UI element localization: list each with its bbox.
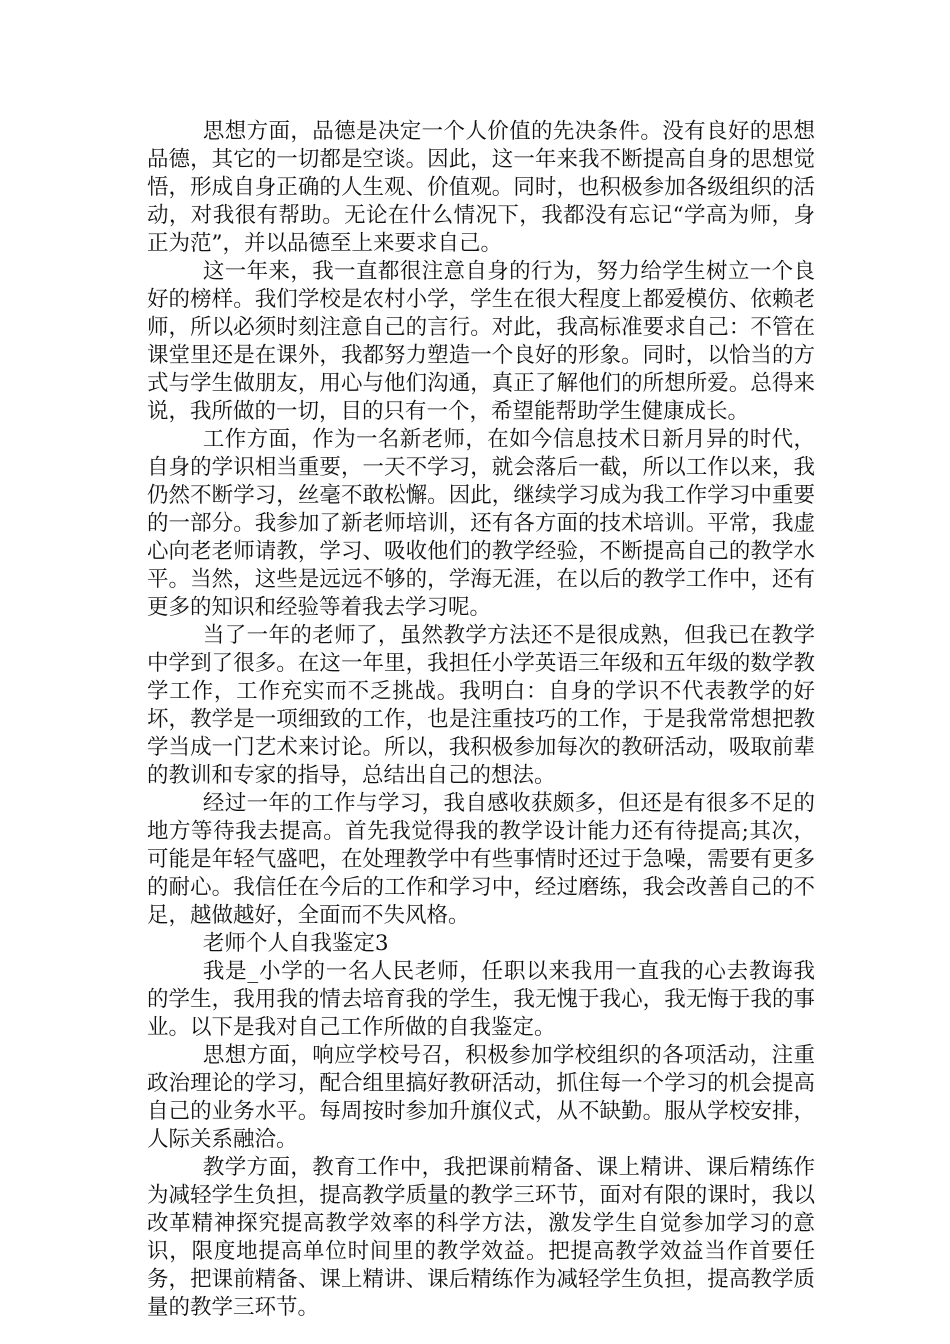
paragraph-ideology-2: 思想方面，响应学校号召，积极参加学校组织的各项活动，注重政治理论的学习，配合组里搞好教研活动，抓住每一个学习的机会提高自己的业务水平。每周按时参加升旗仪式，从不缺勤。服从学校安排，人际关系融洽。 <box>147 1043 815 1152</box>
document-page <box>147 118 815 1322</box>
paragraph-teaching-experience: 当了一年的老师了，虽然教学方法还不是很成熟，但我已在教学中学到了很多。在这一年里，我担任小学英语三年级和五年级的数学教学工作，工作充实而不乏挑战。我明白：自身的学识不代表教学的好坏，教学是一项细致的工作，也是注重技巧的工作，于是我常常想把教学当成一门艺术来讨论。所以，我积极参加每次的教研活动，吸取前辈的教训和专家的指导，总结出自己的想法。 <box>147 623 815 788</box>
paragraph-teaching: 教学方面，教育工作中，我把课前精备、课上精讲、课后精练作为减轻学生负担，提高教学质量的教学三环节，面对有限的课时，我以改革精神探究提高教学效率的科学方法，激发学生自觉参加学习的意识，限度地提高单位时间里的教学效益。把提高教学效益当作首要任务，把课前精备、课上精讲、课后精练作为减轻学生负担，提高教学质量的教学三环节。 <box>147 1155 815 1320</box>
section-heading: 老师个人自我鉴定3 <box>202 931 389 956</box>
paragraph-reflection: 经过一年的工作与学习，我自感收获颇多，但还是有很多不足的地方等待我去提高。首先我觉得我的教学设计能力还有待提高;其次，可能是年轻气盛吧，在处理教学中有些事情时还过于急噪，需要有更多的耐心。我信任在今后的工作和学习中，经过磨练，我会改善自己的不足，越做越好，全面而不失风格。 <box>147 791 815 928</box>
paragraph-ideology: 思想方面，品德是决定一个人价值的先决条件。没有良好的思想品德，其它的一切都是空谈。因此，这一年来我不断提高自身的思想觉悟，形成自身正确的人生观、价值观。同时，也积极参加各级组织的活动，对我很有帮助。无论在什么情况下，我都没有忘记“学高为师，身正为范”，并以品德至上来要求自己。 <box>147 119 815 256</box>
paragraph-role-model: 这一年来，我一直都很注意自身的行为，努力给学生树立一个良好的榜样。我们学校是农村小学，学生在很大程度上都爱模仿、依赖老师，所以必须时刻注意自己的言行。对此，我高标准要求自己：不管在课堂里还是在课外，我都努力塑造一个良好的形象。同时，以恰当的方式与学生做朋友，用心与他们沟通，真正了解他们的所想所爱。总得来说，我所做的一切，目的只有一个，希望能帮助学生健康成长。 <box>147 259 815 424</box>
paragraph-intro: 我是_小学的一名人民老师，任职以来我用一直我的心去教诲我的学生，我用我的情去培育我的学生，我无愧于我心，我无悔于我的事业。以下是我对自己工作所做的自我鉴定。 <box>147 959 815 1040</box>
paragraph-work: 工作方面，作为一名新老师，在如今信息技术日新月异的时代，自身的学识相当重要，一天不学习，就会落后一截，所以工作以来，我仍然不断学习，丝毫不敢松懈。因此，继续学习成为我工作学习中重要的一部分。我参加了新老师培训，还有各方面的技术培训。平常，我虚心向老老师请教，学习、吸收他们的教学经验，不断提高自己的教学水平。当然，这些是远远不够的，学海无涯，在以后的教学工作中，还有更多的知识和经验等着我去学习呢。 <box>147 427 815 620</box>
